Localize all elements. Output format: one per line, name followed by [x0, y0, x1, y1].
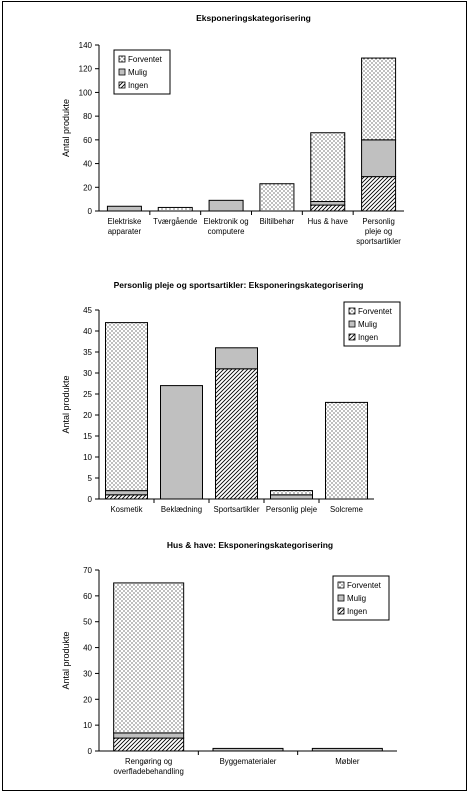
chart-2	[61, 280, 400, 514]
legend	[344, 302, 400, 346]
chart-title: Eksponeringskategorisering	[196, 13, 311, 23]
y-axis-label: Antal produkte	[61, 375, 71, 434]
y-tick-label: 60	[83, 135, 92, 145]
bar-segment-forventet	[271, 491, 313, 495]
y-axis-label: Antal produkte	[61, 631, 71, 690]
bar-segment-forventet	[106, 323, 148, 491]
bar-segment-ingen	[362, 177, 396, 211]
bar-segment-ingen	[216, 369, 258, 499]
x-category-label: pleje og	[364, 227, 393, 236]
bar-segment-mulig	[107, 206, 141, 211]
y-tick-label: 40	[83, 159, 92, 169]
y-tick-label: 0	[87, 747, 92, 756]
y-tick-label: 40	[83, 327, 92, 336]
x-category-label: Sportsartikler	[213, 505, 260, 514]
bar-segment-forventet	[362, 58, 396, 140]
y-tick-label: 20	[83, 183, 92, 193]
x-category-label: Hus & have	[307, 217, 348, 226]
bar-segment-ingen	[311, 205, 345, 211]
y-tick-label: 20	[83, 695, 92, 705]
legend-label-ingen: Ingen	[358, 333, 379, 342]
legend-swatch-ingen	[349, 334, 355, 340]
y-tick-label: 35	[83, 348, 92, 357]
legend-label-forventet: Forventet	[358, 307, 392, 316]
y-tick-label: 120	[78, 64, 92, 74]
y-tick-label: 20	[83, 411, 92, 420]
x-category-label: overfladebehandling	[113, 767, 184, 776]
y-tick-label: 100	[78, 88, 92, 98]
legend-swatch-forventet	[119, 56, 125, 62]
legend-label-mulig: Mulig	[347, 594, 367, 603]
legend-swatch-forventet	[349, 308, 355, 314]
y-tick-label: 60	[83, 591, 92, 601]
x-category-label: Elektronik og	[203, 217, 249, 226]
chart-title: Personlig pleje og sportsartikler: Eksponeringskategorisering	[113, 280, 364, 290]
bar-segment-forventet	[260, 184, 294, 211]
bar-segment-mulig	[213, 748, 283, 751]
bar-segment-mulig	[161, 386, 203, 499]
legend-swatch-mulig	[349, 321, 355, 327]
x-category-label: Elektriske	[107, 217, 142, 226]
y-tick-label: 80	[83, 112, 92, 122]
y-tick-label: 40	[83, 643, 92, 653]
y-tick-label: 25	[83, 390, 92, 399]
y-tick-label: 15	[83, 432, 92, 441]
legend-label-forventet: Forventet	[347, 581, 381, 590]
y-tick-label: 30	[83, 369, 92, 378]
y-tick-label: 10	[83, 453, 92, 462]
legend-label-mulig: Mulig	[358, 320, 378, 329]
bar-segment-mulig	[106, 491, 148, 495]
x-category-label: Kosmetik	[110, 505, 143, 514]
legend-swatch-mulig	[119, 69, 125, 75]
bar-segment-ingen	[106, 495, 148, 499]
bar-segment-mulig	[114, 733, 184, 738]
x-category-label: Byggematerialer	[219, 757, 277, 766]
legend-label-forventet: Forventet	[128, 55, 162, 64]
x-category-label: apparater	[107, 227, 142, 236]
x-category-label: Rengøring og	[125, 757, 173, 766]
x-category-label: Tværgående	[153, 217, 198, 226]
bar-segment-mulig	[209, 200, 243, 211]
charts-canvas	[3, 2, 468, 792]
y-tick-label: 50	[83, 617, 92, 627]
y-tick-label: 10	[83, 721, 92, 731]
legend-label-ingen: Ingen	[347, 607, 368, 616]
bar-segment-mulig	[311, 202, 345, 206]
legend-label-ingen: Ingen	[128, 81, 149, 90]
x-category-label: Personlig	[362, 217, 395, 226]
y-tick-label: 0	[87, 495, 92, 504]
x-category-label: Solcreme	[330, 505, 363, 514]
legend-swatch-mulig	[338, 595, 344, 601]
legend-label-mulig: Mulig	[128, 68, 148, 77]
x-category-label: Beklædning	[160, 505, 203, 514]
bar-segment-forventet	[311, 133, 345, 202]
y-tick-label: 45	[83, 306, 92, 315]
document-frame	[2, 1, 467, 791]
bar-segment-forventet	[158, 207, 192, 211]
legend-swatch-forventet	[338, 582, 344, 588]
x-category-label: Biltilbehør	[259, 217, 295, 226]
bar-segment-forventet	[114, 583, 184, 733]
bar-segment-mulig	[312, 748, 382, 751]
x-category-label: Møbler	[335, 757, 360, 766]
legend	[114, 50, 170, 94]
legend	[333, 576, 389, 620]
bar-segment-mulig	[362, 140, 396, 177]
y-tick-label: 0	[87, 207, 92, 216]
bar-segment-ingen	[114, 738, 184, 751]
bar-segment-mulig	[216, 348, 258, 369]
y-tick-label: 70	[83, 566, 92, 575]
y-axis-label: Antal produkte	[61, 98, 71, 158]
y-tick-label: 30	[83, 669, 92, 679]
y-tick-label: 140	[78, 41, 92, 50]
chart-title: Hus & have: Eksponeringskategorisering	[166, 540, 334, 550]
x-category-label: sportsartikler	[356, 237, 401, 246]
y-tick-label: 5	[87, 474, 92, 483]
legend-swatch-ingen	[338, 608, 344, 614]
chart-1	[61, 13, 404, 246]
bar-segment-forventet	[326, 402, 368, 499]
legend-swatch-ingen	[119, 82, 125, 88]
x-category-label: computere	[207, 227, 245, 236]
bar-segment-mulig	[271, 495, 313, 499]
x-category-label: Personlig pleje	[265, 505, 318, 514]
chart-3	[61, 540, 397, 776]
